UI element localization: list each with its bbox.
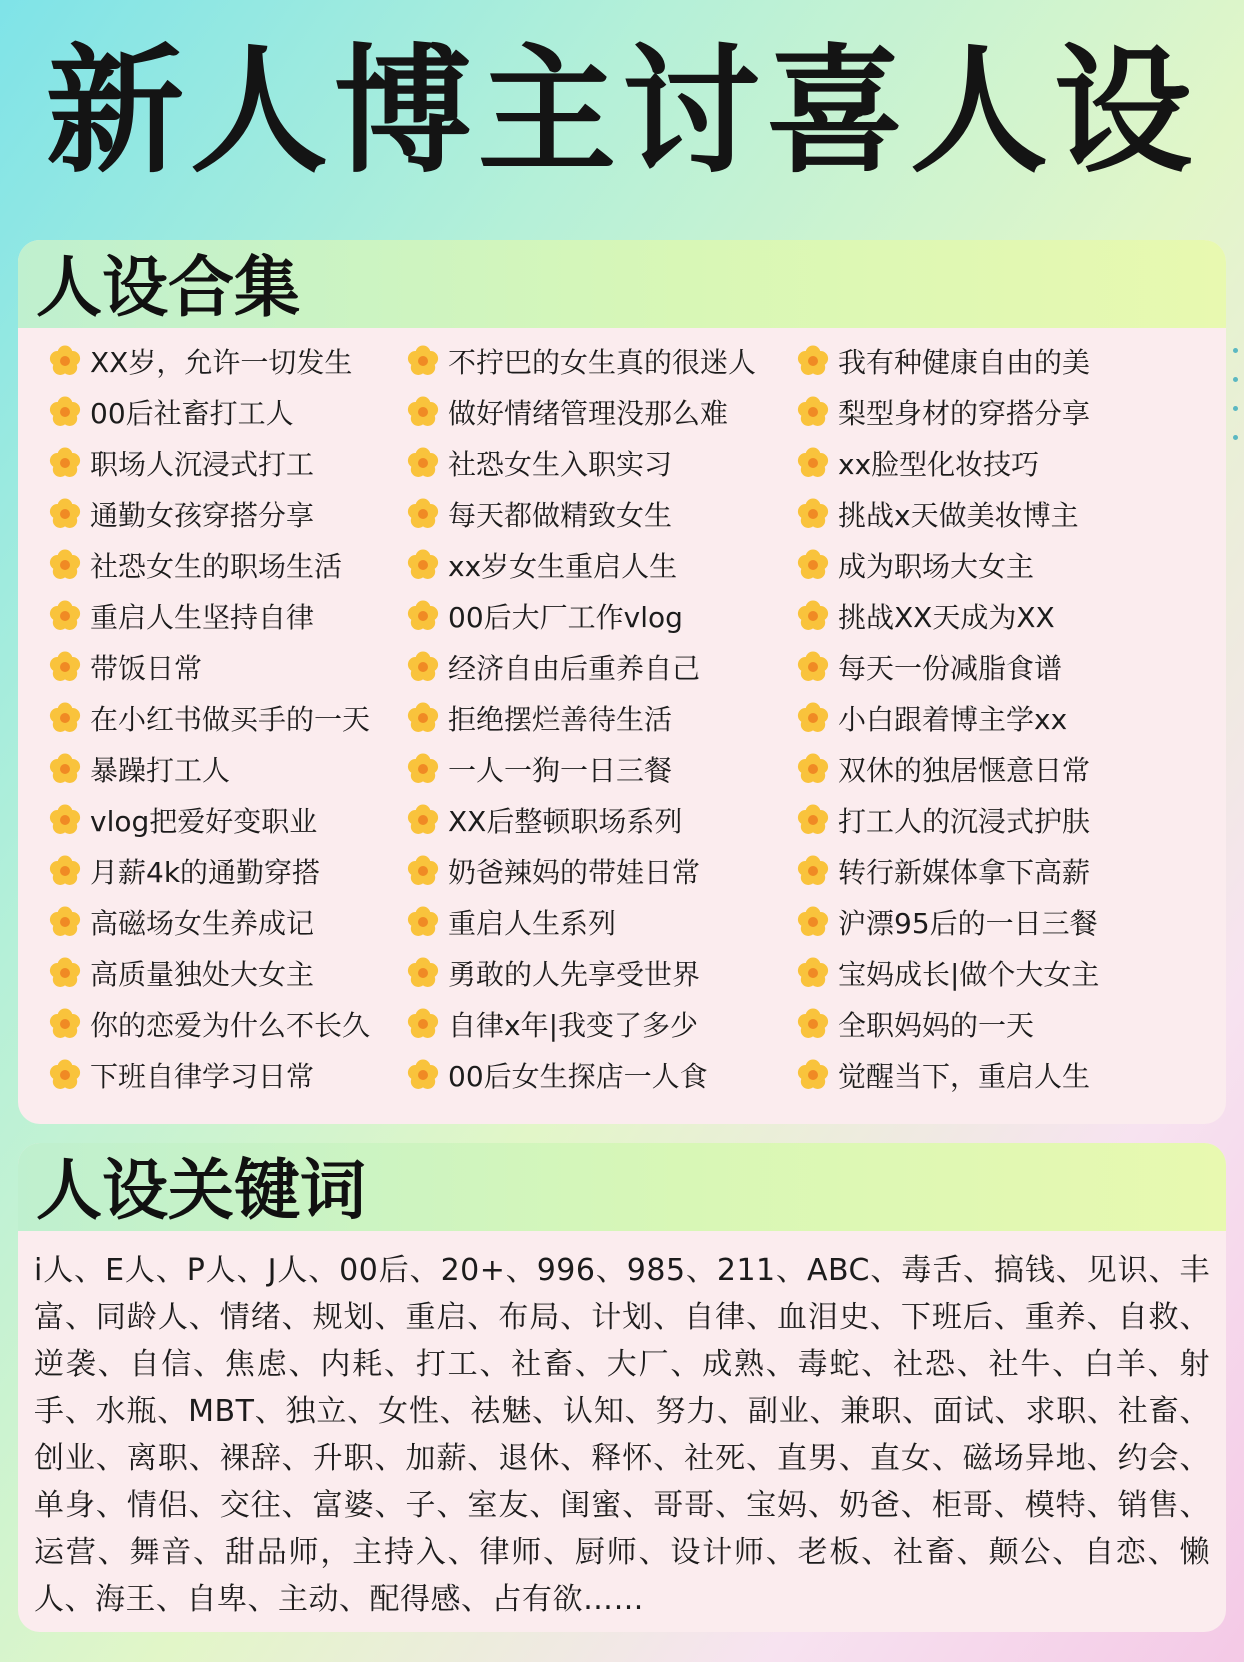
persona-item-label: xx岁女生重启人生 [448,549,678,583]
flower-icon [406,752,440,786]
persona-list-item [406,692,756,743]
page-title: 新人博主讨喜人设 [45,31,1198,192]
persona-list-item [406,947,756,998]
flower-icon [406,854,440,888]
persona-item-label: 00后女生探店一人食 [448,1059,708,1093]
persona-item-label: 月薪4k的通勤穿搭 [90,855,321,889]
flower-icon [406,803,440,837]
persona-list-item [796,335,1099,386]
persona-list-item [796,539,1099,590]
flower-icon [48,752,82,786]
flower-icon [48,395,82,429]
persona-list-item [406,437,756,488]
persona-list-item [796,998,1099,1049]
persona-item-label: XX后整顿职场系列 [448,804,683,838]
persona-item-label: 重启人生坚持自律 [90,600,315,634]
flower-icon [406,1007,440,1041]
persona-list-item [48,590,370,641]
persona-item-label: 高质量独处大女主 [90,957,315,991]
persona-list-item [406,539,756,590]
flower-icon [406,956,440,990]
section-header [18,1143,1226,1231]
flower-icon [796,1058,830,1092]
persona-list-item [406,1049,756,1100]
persona-list-item [796,692,1099,743]
flower-icon [406,1058,440,1092]
persona-list-item [48,488,370,539]
flower-icon [48,344,82,378]
flower-icon [796,803,830,837]
flower-icon [406,650,440,684]
persona-item-label: 宝妈成长|做个大女主 [838,957,1100,991]
persona-list-item [48,845,370,896]
flower-icon [406,446,440,480]
persona-list-item [796,947,1099,998]
flower-icon [796,650,830,684]
flower-icon [796,344,830,378]
flower-icon [48,1058,82,1092]
persona-item-label: 挑战XX天成为XX [838,600,1055,634]
flower-icon [796,854,830,888]
persona-list-item [796,437,1099,488]
persona-list-item [406,896,756,947]
persona-list-item [406,845,756,896]
persona-list-item [796,641,1099,692]
flower-icon [796,956,830,990]
flower-icon [48,1007,82,1041]
persona-list-item [796,1049,1099,1100]
persona-item-label: 打工人的沉浸式护肤 [838,804,1091,838]
flower-icon [796,446,830,480]
persona-item-label: 自律x年|我变了多少 [448,1008,699,1042]
flower-icon [48,446,82,480]
section-title: 人设关键词 [36,1152,366,1229]
persona-collection-section [18,240,1226,1124]
flower-icon [48,650,82,684]
persona-item-label: 小白跟着博主学xx [838,702,1068,736]
flower-icon [406,344,440,378]
flower-icon [48,803,82,837]
persona-item-label: 挑战x天做美妆博主 [838,498,1079,532]
persona-list-item [406,743,756,794]
flower-icon [48,854,82,888]
persona-item-label: 做好情绪管理没那么难 [448,396,729,430]
section-title: 人设合集 [36,249,300,326]
flower-icon [48,599,82,633]
persona-list-item [406,386,756,437]
persona-item-label: 社恐女生的职场生活 [90,549,343,583]
persona-item-label: 拒绝摆烂善待生活 [448,702,673,736]
keywords-text: i人、E人、P人、J人、00后、20+、996、985、211、ABC、毒舌、搞钱、见识、丰富、同龄人、情绪、规划、重启、布局、计划、自律、血泪史、下班后、重养、自救、逆袭、自信、焦虑、内耗、打工、社畜、大厂、成熟、毒蛇、社恐、社牛、白羊、射手、水瓶、MBT、独立、女性、祛魅、认知、努力、副业、兼职、面试、求职、社畜、创业、离职、裸辞、升职、加薪、退休、释怀、社死、直男、直女、磁场异地、约会、单身、情侣、交往、富婆、子、室友、闺蜜、哥哥、宝妈、奶爸、柜哥、模特、销售、运营、舞音、甜品师，主持入、律师、厨师、设计师、老板、社畜、颠公、自恋、懒人、海王、自卑、主动、配得感、占有欲…… [34,1253,1210,1617]
persona-item-label: 转行新媒体拿下高薪 [838,855,1091,889]
flower-icon [796,548,830,582]
persona-item-label: 重启人生系列 [448,906,617,940]
flower-icon [48,956,82,990]
persona-item-label: 双休的独居惬意日常 [838,753,1091,787]
persona-list-item [48,794,370,845]
persona-item-label: 经济自由后重养自己 [448,651,701,685]
persona-item-label: 暴躁打工人 [90,753,231,787]
persona-item-label: 00后大厂工作vlog [448,600,683,634]
persona-column-3 [796,335,1099,1100]
persona-list-item [796,794,1099,845]
persona-item-label: 社恐女生入职实习 [448,447,673,481]
persona-item-label: 梨型身材的穿搭分享 [838,396,1091,430]
section-header [18,240,1226,328]
persona-list-item [48,947,370,998]
persona-item-label: 每天一份减脂食谱 [838,651,1063,685]
persona-list-item [48,539,370,590]
persona-item-label: 全职妈妈的一天 [838,1008,1035,1042]
persona-list-item [406,998,756,1049]
persona-item-label: 沪漂95后的一日三餐 [838,906,1098,940]
persona-column-2 [406,335,756,1100]
persona-item-label: XX岁，允许一切发生 [90,345,353,379]
flower-icon [48,701,82,735]
persona-item-label: 觉醒当下，重启人生 [838,1059,1091,1093]
persona-list-item [48,386,370,437]
persona-item-label: 奶爸辣妈的带娃日常 [448,855,701,889]
persona-list-item [796,743,1099,794]
flower-icon [796,1007,830,1041]
persona-list-item [48,998,370,1049]
persona-item-label: 每天都做精致女生 [448,498,673,532]
flower-icon [796,599,830,633]
persona-item-label: 带饭日常 [90,651,203,685]
flower-icon [406,599,440,633]
persona-list-item [48,743,370,794]
persona-list-item [796,845,1099,896]
persona-list-item [796,386,1099,437]
flower-icon [796,905,830,939]
persona-keywords-section [18,1143,1226,1632]
persona-item-label: 通勤女孩穿搭分享 [90,498,315,532]
persona-item-label: 在小红书做买手的一天 [90,702,371,736]
persona-item-label: 00后社畜打工人 [90,396,294,430]
persona-item-label: 你的恋爱为什么不长久 [90,1008,371,1042]
flower-icon [796,752,830,786]
persona-list-item [48,437,370,488]
persona-item-label: 职场人沉浸式打工 [90,447,315,481]
flower-icon [796,395,830,429]
persona-item-label: vlog把爱好变职业 [90,804,318,838]
persona-list-item [406,794,756,845]
persona-list-item [406,590,756,641]
persona-list-item [796,896,1099,947]
persona-item-label: 下班自律学习日常 [90,1059,315,1093]
persona-item-label: 成为职场大女主 [838,549,1035,583]
persona-list-item [48,692,370,743]
persona-list-item [406,335,756,386]
flower-icon [406,548,440,582]
flower-icon [796,701,830,735]
persona-list-item [48,335,370,386]
flower-icon [48,497,82,531]
persona-item-label: 勇敢的人先享受世界 [448,957,701,991]
persona-list-item [406,641,756,692]
flower-icon [796,497,830,531]
persona-item-label: 一人一狗一日三餐 [448,753,673,787]
persona-list-item [48,1049,370,1100]
flower-icon [406,497,440,531]
persona-list-item [406,488,756,539]
flower-icon [406,701,440,735]
persona-item-label: 不拧巴的女生真的很迷人 [448,345,757,379]
flower-icon [48,905,82,939]
persona-list-item [796,488,1099,539]
persona-item-label: 高磁场女生养成记 [90,906,315,940]
persona-list-item [48,896,370,947]
decorative-dots [1233,348,1238,464]
persona-item-label: xx脸型化妆技巧 [838,447,1040,481]
flower-icon [406,395,440,429]
persona-column-1 [48,335,370,1100]
persona-item-label: 我有种健康自由的美 [838,345,1091,379]
flower-icon [406,905,440,939]
persona-list-item [48,641,370,692]
persona-list-item [796,590,1099,641]
flower-icon [48,548,82,582]
